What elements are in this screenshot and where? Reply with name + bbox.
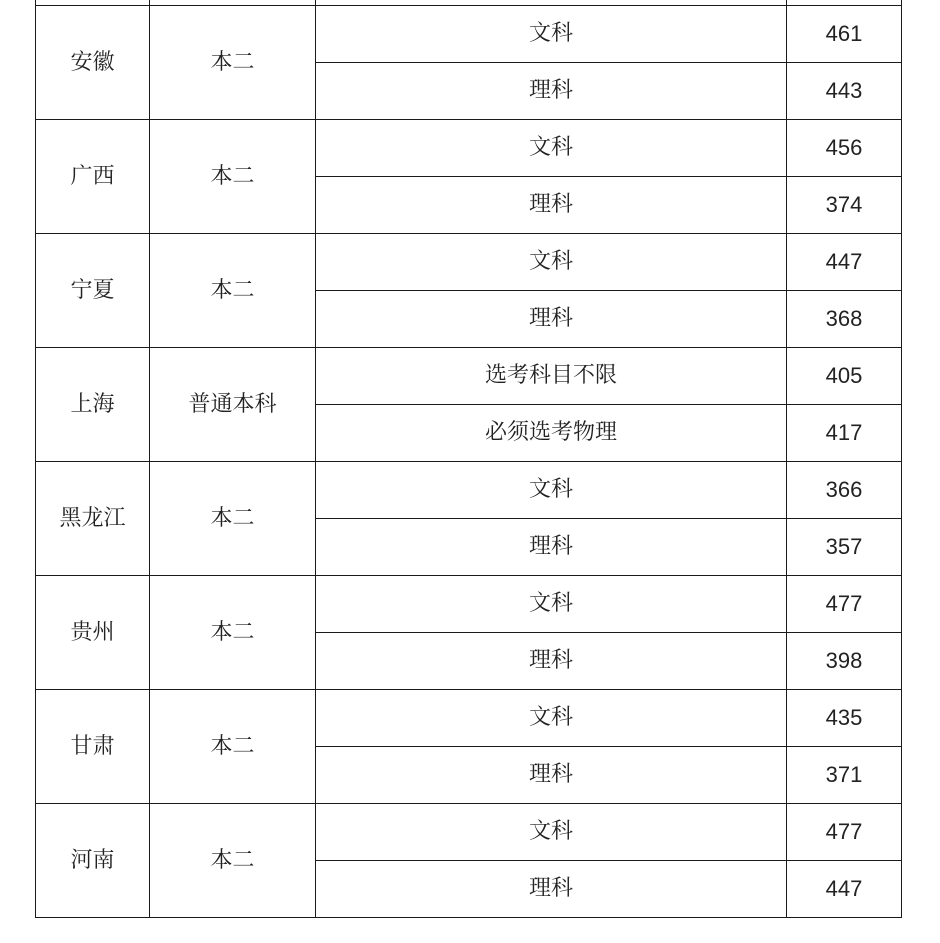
table-row (36, 690, 902, 747)
score-cell: 366 (787, 462, 902, 519)
subject-cell: 必须选考物理 (316, 405, 787, 462)
province-cell: 宁夏 (36, 234, 150, 348)
score-cell: 477 (787, 576, 902, 633)
batch-cell: 本二 (150, 804, 316, 918)
subject-cell: 文科 (316, 576, 787, 633)
province-cell: 黑龙江 (36, 462, 150, 576)
subject-cell: 理科 (316, 63, 787, 120)
subject-cell: 理科 (316, 861, 787, 918)
score-cell: 357 (787, 519, 902, 576)
batch-cell: 本二 (150, 120, 316, 234)
score-table-container (35, 0, 901, 918)
province-cell: 广西 (36, 120, 150, 234)
table-row (36, 120, 902, 177)
score-cell: 405 (787, 348, 902, 405)
score-cell: 368 (787, 291, 902, 348)
subject-cell: 选考科目不限 (316, 348, 787, 405)
score-cell: 447 (787, 861, 902, 918)
admission-score-table (35, 0, 902, 918)
score-cell: 477 (787, 804, 902, 861)
table-body (36, 0, 902, 918)
table-row (36, 348, 902, 405)
score-cell: 417 (787, 405, 902, 462)
score-cell: 443 (787, 63, 902, 120)
batch-cell: 本二 (150, 690, 316, 804)
score-cell: 447 (787, 234, 902, 291)
batch-cell: 本二 (150, 234, 316, 348)
score-cell: 398 (787, 633, 902, 690)
table-row (36, 804, 902, 861)
subject-cell: 理科 (316, 519, 787, 576)
score-cell: 456 (787, 120, 902, 177)
subject-cell: 文科 (316, 6, 787, 63)
subject-cell: 理科 (316, 633, 787, 690)
table-row (36, 462, 902, 519)
batch-cell: 普通本科 (150, 348, 316, 462)
score-cell: 461 (787, 6, 902, 63)
subject-cell: 理科 (316, 177, 787, 234)
province-cell: 河南 (36, 804, 150, 918)
subject-cell: 文科 (316, 690, 787, 747)
subject-cell: 文科 (316, 234, 787, 291)
subject-cell: 文科 (316, 120, 787, 177)
province-cell: 甘肃 (36, 690, 150, 804)
subject-cell: 文科 (316, 804, 787, 861)
score-cell: 371 (787, 747, 902, 804)
score-cell: 435 (787, 690, 902, 747)
subject-cell: 文科 (316, 462, 787, 519)
province-cell: 上海 (36, 348, 150, 462)
subject-cell: 理科 (316, 291, 787, 348)
subject-cell: 理科 (316, 747, 787, 804)
table-row (36, 576, 902, 633)
province-cell: 贵州 (36, 576, 150, 690)
batch-cell: 本二 (150, 462, 316, 576)
batch-cell: 本二 (150, 6, 316, 120)
score-cell: 374 (787, 177, 902, 234)
batch-cell: 本二 (150, 576, 316, 690)
table-row (36, 6, 902, 63)
province-cell: 安徽 (36, 6, 150, 120)
table-row (36, 234, 902, 291)
